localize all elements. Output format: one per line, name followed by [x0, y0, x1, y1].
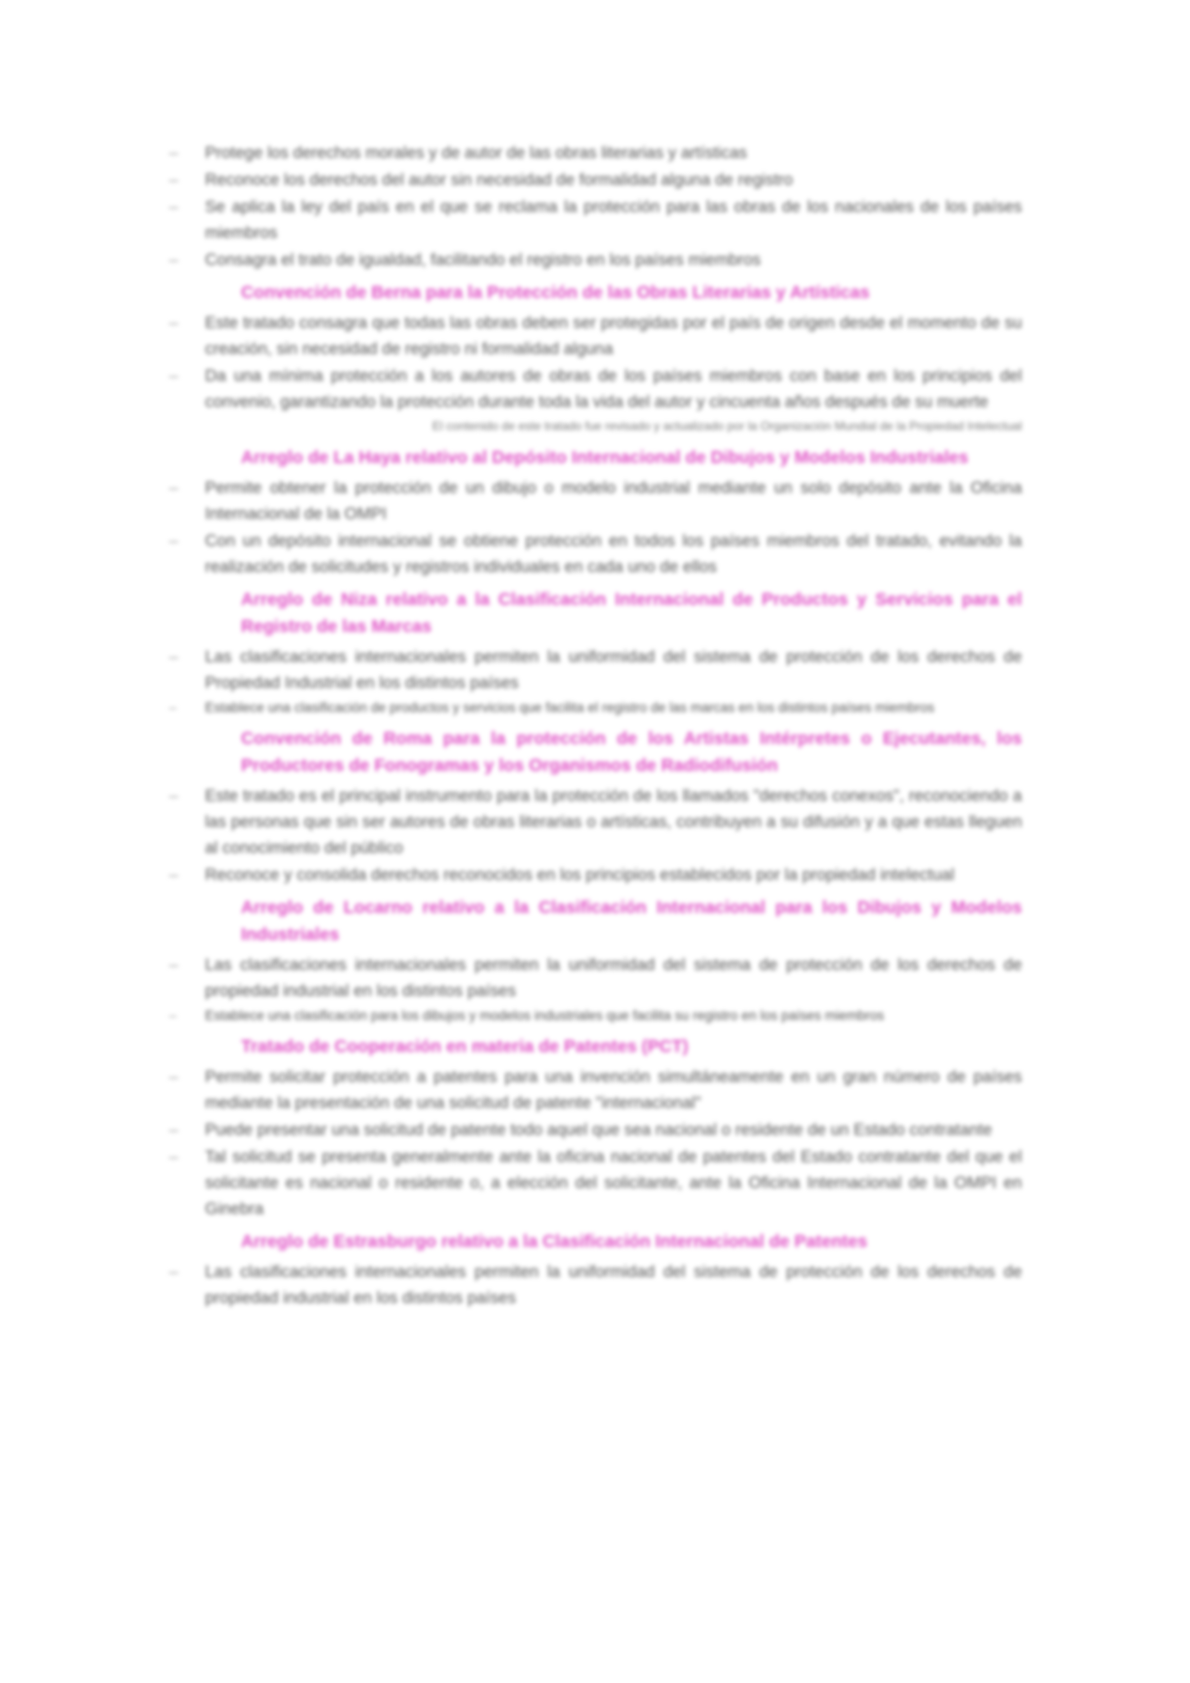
section-heading: Arreglo de Estrasburgo relativo a la Clasificación Internacional de Patentes [241, 1231, 868, 1251]
list-item: – Con un depósito internacional se obtiene protección en todos los países miembros del tratado, evitando la realización de solicitudes y registros individuales en cada uno de ellos [165, 528, 1022, 580]
bullet-list-4 [165, 644, 1022, 719]
list-item: – Permite obtener la protección de un dibujo o modelo industrial mediante un solo depósito ante la Oficina Internacional de la OMPI [165, 475, 1022, 527]
list-item: – Reconoce los derechos del autor sin necesidad de formalidad alguna de registro [165, 167, 1022, 193]
bullet-list-3 [165, 475, 1022, 580]
bullet-list-5 [165, 783, 1022, 888]
footnote: El contenido de este tratado fue revisado y actualizado por la Organización Mundial de la Propiedad Intelectual [432, 419, 1022, 433]
list-item: – Consagra el trato de igualdad, facilitando el registro en los países miembros [165, 247, 1022, 273]
list-item: – Reconoce y consolida derechos reconocidos en los principios establecidos por la propiedad intelectual [165, 862, 1022, 888]
bullet-list-1 [165, 140, 1022, 273]
bullet-list-2 [165, 310, 1022, 415]
list-item: – Establece una clasificación para los dibujos y modelos industriales que facilita su registro en los países miembros [165, 1005, 1022, 1027]
list-item: – Se aplica la ley del país en el que se reclama la protección para las obras de los nacionales de los países miembros [165, 194, 1022, 246]
list-item: – Permite solicitar protección a patentes para una invención simultáneamente en un gran número de países mediante la presentación de una solicitud de patente "internacional" [165, 1064, 1022, 1116]
list-item: – Tal solicitud se presenta generalmente ante la oficina nacional de patentes del Estado contratante del que el solicitante es nacional o residente o, a elección del solicitante, ante la Oficina Internacional de la OMPI en Ginebra [165, 1144, 1022, 1222]
section-heading: Arreglo de Locarno relativo a la Clasificación Internacional para los Dibujos y Modelos Industriales [241, 897, 1022, 944]
list-item: – Da una mínima protección a los autores de obras de los países miembros con base en los principios del convenio, garantizando la protección durante toda la vida del autor y cincuenta años después de su muerte [165, 363, 1022, 415]
list-item: – Las clasificaciones internacionales permiten la uniformidad del sistema de protección de los derechos de propiedad industrial en los distintos países [165, 952, 1022, 1004]
list-item: – Las clasificaciones internacionales permiten la uniformidad del sistema de protección de los derechos de propiedad industrial en los distintos países [165, 1259, 1022, 1311]
section-heading: Convención de Berna para la Protección de las Obras Literarias y Artísticas [241, 282, 870, 302]
list-item: – Establece una clasificación de productos y servicios que facilita el registro de las marcas en los distintos países miembros [165, 697, 1022, 719]
list-item: – Este tratado consagra que todas las obras deben ser protegidas por el país de origen desde el momento de su creación, sin necesidad de registro ni formalidad alguna [165, 310, 1022, 362]
section-heading: Arreglo de Niza relativo a la Clasificación Internacional de Productos y Servicios para el Registro de las Marcas [241, 589, 1022, 636]
list-item: – Las clasificaciones internacionales permiten la uniformidad del sistema de protección de los derechos de Propiedad Industrial en los distintos países [165, 644, 1022, 696]
section-heading: Tratado de Cooperación en materia de Patentes (PCT) [241, 1036, 689, 1056]
section-heading: Convención de Roma para la protección de los Artistas Intérpretes o Ejecutantes, los Productores de Fonogramas y los Organismos de Radiodifusión [241, 728, 1022, 775]
list-item: – Puede presentar una solicitud de patente todo aquel que sea nacional o residente de un Estado contratante [165, 1117, 1022, 1143]
section-heading: Arreglo de La Haya relativo al Depósito Internacional de Dibujos y Modelos Industriales [241, 447, 969, 467]
bullet-list-8 [165, 1259, 1022, 1311]
list-item: – Protege los derechos morales y de autor de las obras literarias y artísticas [165, 140, 1022, 166]
bullet-list-7 [165, 1064, 1022, 1222]
list-item: – Este tratado es el principal instrumento para la protección de los llamados "derechos conexos", reconociendo a las personas que sin ser autores de obras literarias o artísticas, contribuyen a su difusión y a que estas lleguen al conocimiento del público [165, 783, 1022, 861]
bullet-list-6 [165, 952, 1022, 1027]
